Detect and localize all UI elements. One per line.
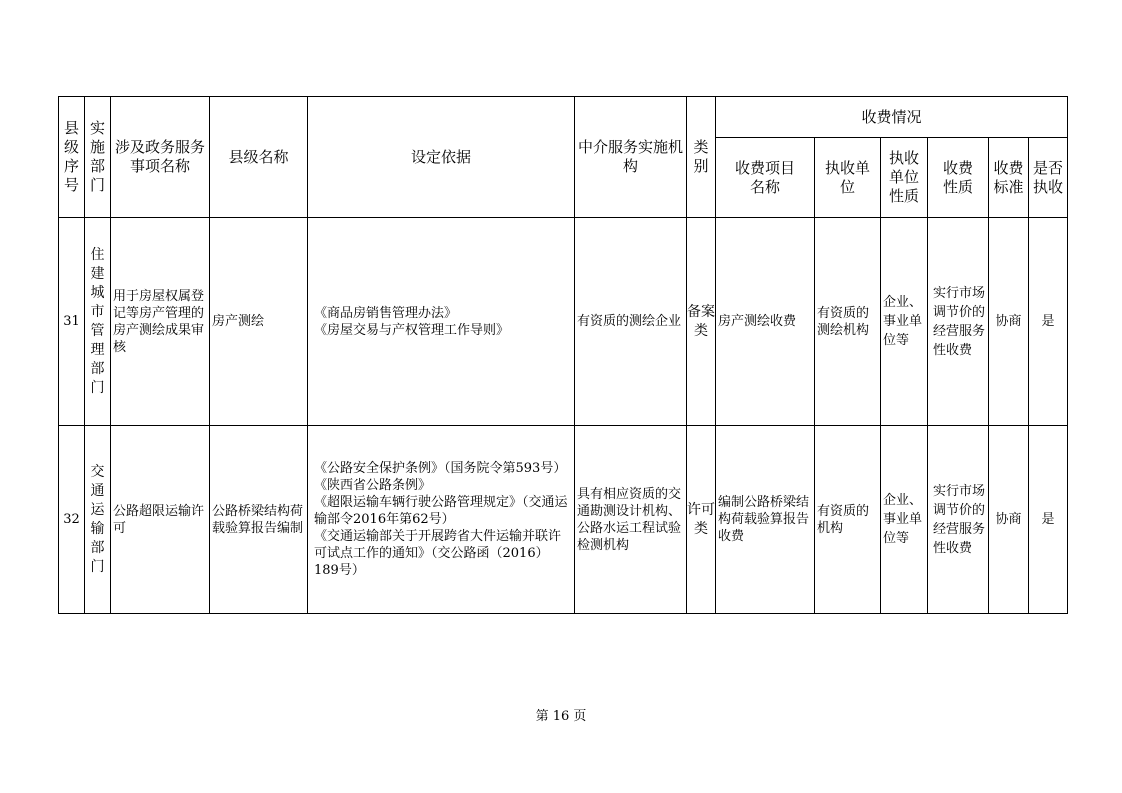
basis-line: 《公路安全保护条例》（国务院令第593号） xyxy=(314,461,567,476)
header-matter: 涉及政务服务事项名称 xyxy=(111,97,210,218)
header-agency: 中介服务实施机构 xyxy=(575,97,687,218)
row-fee-unit: 有资质的测绘机构 xyxy=(815,218,881,426)
basis-line: 《超限运输车辆行驶公路管理规定》（交通运输部令2016年第62号） xyxy=(314,495,568,527)
row-unit-nature: 企业、事业单位等 xyxy=(881,218,928,426)
row-fee-unit: 有资质的机构 xyxy=(815,426,881,614)
header-county-name: 县级名称 xyxy=(210,97,308,218)
row-fee-nature: 实行市场调节价的经营服务性收费 xyxy=(928,218,989,426)
header-seq: 县级序号 xyxy=(59,97,85,218)
table-row xyxy=(59,426,1068,614)
row-agency: 具有相应资质的交通勘测设计机构、公路水运工程试验检测机构 xyxy=(575,426,687,614)
row-matter: 用于房屋权属登记等房产管理的房产测绘成果审核 xyxy=(111,218,210,426)
row-basis xyxy=(308,218,575,426)
basis-line: 《房屋交易与产权管理工作导则》 xyxy=(314,322,510,338)
row-dept: 交通运输部门 xyxy=(85,426,111,614)
header-fee-item: 收费项目名称 xyxy=(716,138,815,218)
row-fee-item: 房产测绘收费 xyxy=(716,218,815,426)
row-category: 许可类 xyxy=(687,426,716,614)
row-seq: 32 xyxy=(59,426,85,614)
page-number: 第 16 页 xyxy=(535,709,587,724)
row-fee-standard: 协商 xyxy=(989,426,1029,614)
row-collect: 是 xyxy=(1029,426,1068,614)
row-fee-item: 编制公路桥梁结构荷载验算报告收费 xyxy=(716,426,815,614)
header-fee-group: 收费情况 xyxy=(716,97,1068,138)
basis-line: 《商品房销售管理办法》 xyxy=(314,305,458,321)
table-row xyxy=(59,218,1068,426)
row-agency: 有资质的测绘企业 xyxy=(575,218,687,426)
row-matter: 公路超限运输许可 xyxy=(111,426,210,614)
row-unit-nature: 企业、事业单位等 xyxy=(881,426,928,614)
row-basis xyxy=(308,426,575,614)
row-dept: 住建城市管理部门 xyxy=(85,218,111,426)
row-collect: 是 xyxy=(1029,218,1068,426)
header-fee-nature: 收费性质 xyxy=(928,138,989,218)
header-dept: 实施部门 xyxy=(85,97,111,218)
header-unit-nature: 执收单位性质 xyxy=(881,138,928,218)
row-county-name: 公路桥梁结构荷载验算报告编制 xyxy=(210,426,308,614)
header-basis: 设定依据 xyxy=(308,97,575,218)
row-county-name: 房产测绘 xyxy=(210,218,308,426)
row-fee-nature: 实行市场调节价的经营服务性收费 xyxy=(928,426,989,614)
row-category: 备案类 xyxy=(687,218,716,426)
header-fee-standard: 收费标准 xyxy=(989,138,1029,218)
row-fee-standard: 协商 xyxy=(989,218,1029,426)
header-category: 类别 xyxy=(687,97,716,218)
header-fee-unit: 执收单位 xyxy=(815,138,881,218)
fee-table xyxy=(58,96,1068,614)
basis-line: 《陕西省公路条例》 xyxy=(314,478,432,493)
basis-line: 《交通运输部关于开展跨省大件运输并联许可试点工作的通知》（交公路函（2016）189号） xyxy=(314,529,562,578)
header-collect: 是否执收 xyxy=(1029,138,1068,218)
row-seq: 31 xyxy=(59,218,85,426)
